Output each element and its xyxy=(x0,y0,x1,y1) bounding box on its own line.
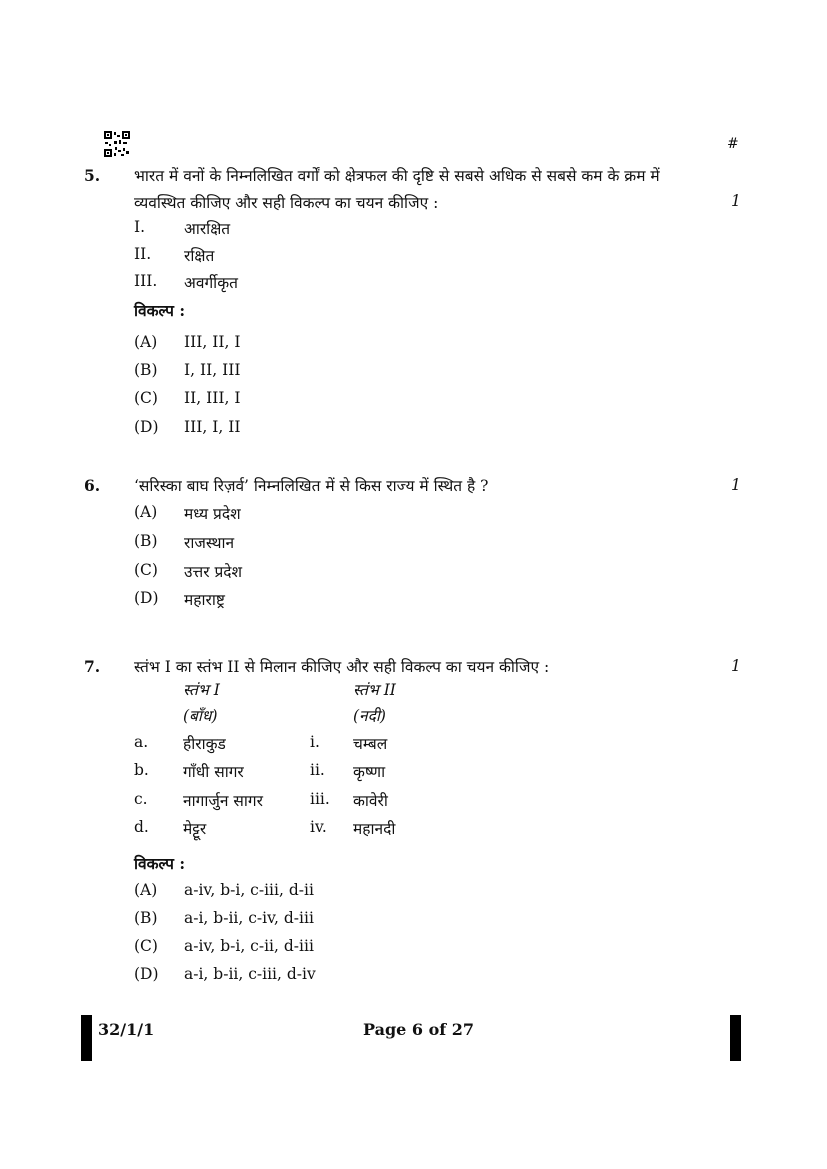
match-row-river: कृष्णा xyxy=(353,763,386,781)
q5-option-label: (D) xyxy=(134,418,159,436)
match-row-label: d. xyxy=(134,818,149,836)
q7-option-text: a-i, b-ii, c-iv, d-iii xyxy=(184,909,314,927)
q5-option-text: I, II, III xyxy=(184,361,241,379)
q7-marks: 1 xyxy=(731,657,741,675)
match-row-dam: हीराकुड xyxy=(183,735,226,753)
match-row-numeral: iii. xyxy=(310,790,330,808)
match-row-river: कावेरी xyxy=(353,792,388,810)
qr-code xyxy=(104,131,130,157)
q5-options-heading: विकल्प : xyxy=(134,301,186,320)
match-row-river: महानदी xyxy=(353,820,396,838)
column1-subtitle: (बाँध) xyxy=(183,707,218,725)
q5-text-line1: भारत में वनों के निम्नलिखित वर्गों को क्षेत्रफल की दृष्टि से सबसे अधिक से सबसे कम के क्रम में xyxy=(134,167,660,185)
q5-item-label: I. xyxy=(134,218,146,236)
q5-option-label: (A) xyxy=(134,333,158,351)
q5-number: 5. xyxy=(84,166,101,185)
match-row-label: a. xyxy=(134,733,149,751)
corner-mark: # xyxy=(727,136,739,152)
q5-item-text: आरक्षित xyxy=(184,220,231,238)
q6-option-text: मध्य प्रदेश xyxy=(184,505,241,523)
q7-option-label: (B) xyxy=(134,909,158,927)
q6-number: 6. xyxy=(84,476,101,495)
q5-option-text: III, II, I xyxy=(184,333,241,351)
match-row-numeral: i. xyxy=(310,733,320,751)
q5-option-text: III, I, II xyxy=(184,418,241,436)
q7-option-label: (A) xyxy=(134,881,158,899)
match-row-label: c. xyxy=(134,790,148,808)
column2-title: स्तंभ II xyxy=(353,681,396,699)
column1-title: स्तंभ I xyxy=(183,681,220,699)
page-number: Page 6 of 27 xyxy=(363,1020,474,1039)
match-row-numeral: iv. xyxy=(310,818,327,836)
q7-option-text: a-i, b-ii, c-iii, d-iv xyxy=(184,965,316,983)
q6-option-label: (A) xyxy=(134,503,158,521)
q5-option-label: (C) xyxy=(134,389,158,407)
q6-option-text: महाराष्ट्र xyxy=(184,591,225,609)
paper-code: 32/1/1 xyxy=(98,1020,155,1039)
q6-option-text: उत्तर प्रदेश xyxy=(184,563,243,581)
match-row-numeral: ii. xyxy=(310,761,325,779)
match-row-label: b. xyxy=(134,761,149,779)
q7-option-label: (C) xyxy=(134,937,158,955)
match-row-dam: मेट्टूर xyxy=(183,820,207,838)
q7-option-label: (D) xyxy=(134,965,159,983)
q7-text: स्तंभ I का स्तंभ II से मिलान कीजिए और सही विकल्प का चयन कीजिए : xyxy=(134,658,550,676)
column2-subtitle: (नदी) xyxy=(353,707,386,725)
q5-item-label: II. xyxy=(134,245,152,263)
footer-bar-left xyxy=(81,1015,92,1061)
q6-option-label: (D) xyxy=(134,589,159,607)
q5-marks: 1 xyxy=(731,192,741,210)
q5-item-label: III. xyxy=(134,272,158,290)
footer-bar-right xyxy=(730,1015,741,1061)
match-row-river: चम्बल xyxy=(353,735,388,753)
q7-option-text: a-iv, b-i, c-iii, d-ii xyxy=(184,881,314,899)
q6-option-text: राजस्थान xyxy=(184,534,235,552)
q6-option-label: (C) xyxy=(134,561,158,579)
q6-option-label: (B) xyxy=(134,532,158,550)
q5-option-text: II, III, I xyxy=(184,389,241,407)
q5-item-text: अवर्गीकृत xyxy=(184,274,238,292)
q5-text-line2: व्यवस्थित कीजिए और सही विकल्प का चयन कीजिए : xyxy=(134,194,439,212)
match-row-dam: नागार्जुन सागर xyxy=(183,792,263,810)
q5-option-label: (B) xyxy=(134,361,158,379)
q7-options-heading: विकल्प : xyxy=(134,854,186,873)
q7-option-text: a-iv, b-i, c-ii, d-iii xyxy=(184,937,314,955)
q6-marks: 1 xyxy=(731,476,741,494)
q6-text: ‘सरिस्का बाघ रिज़र्व’ निम्नलिखित में से किस राज्य में स्थित है ? xyxy=(134,477,489,495)
match-row-dam: गाँधी सागर xyxy=(183,763,244,781)
q7-number: 7. xyxy=(84,657,101,676)
q5-item-text: रक्षित xyxy=(184,247,215,265)
